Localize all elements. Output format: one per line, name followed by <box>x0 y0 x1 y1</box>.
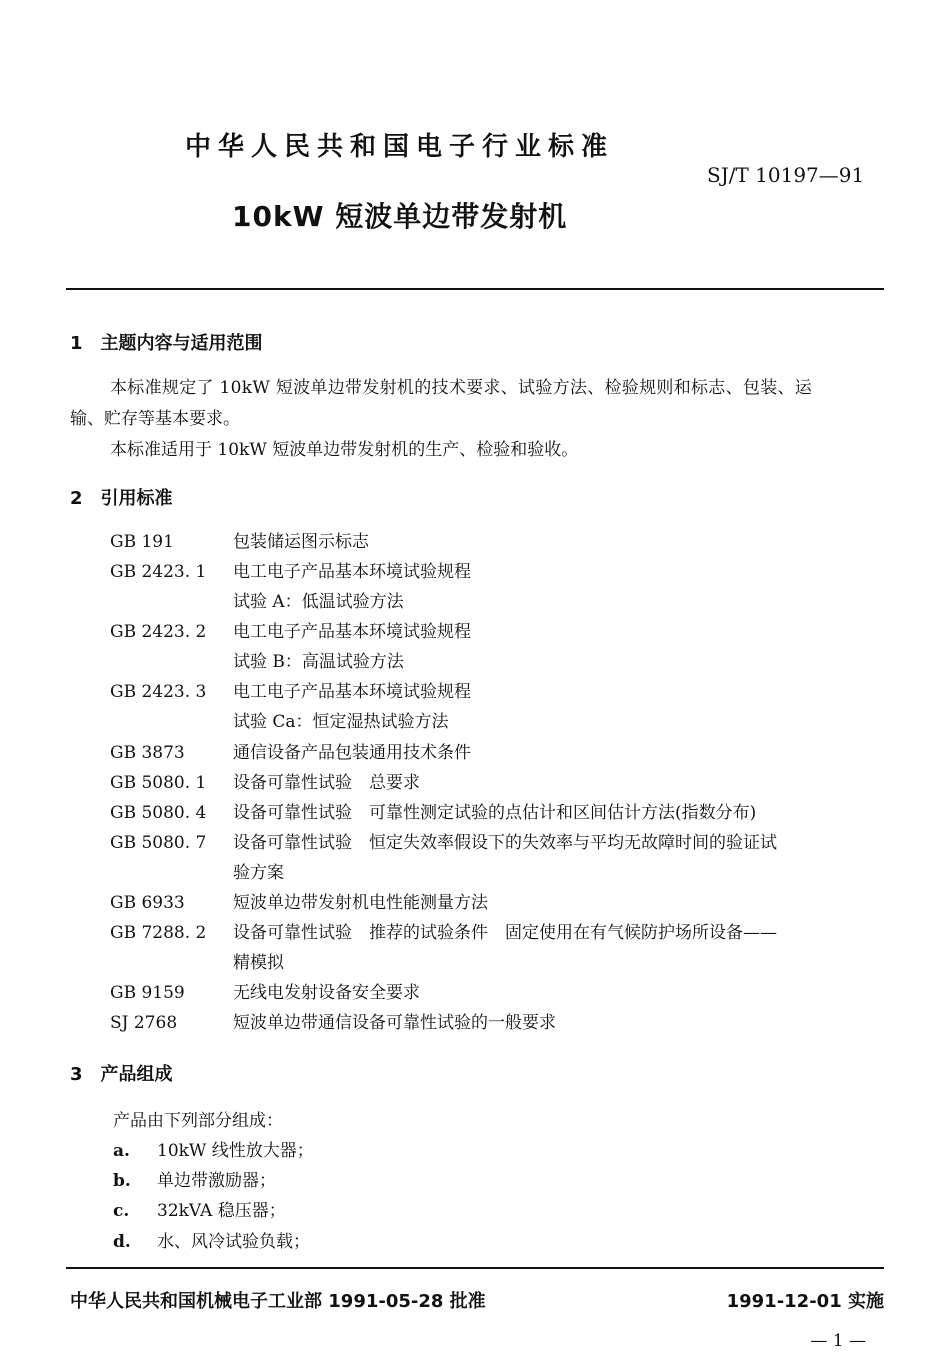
section-1-paragraph-1-line-2: 输、贮存等基本要求。 <box>70 409 240 429</box>
header-rule <box>66 288 884 290</box>
reference-subtitle: 验方案 <box>233 863 284 883</box>
component-marker: c. <box>113 1201 130 1221</box>
reference-subtitle: 试验 A：低温试验方法 <box>233 592 404 612</box>
section-2-heading: 2 引用标准 <box>70 488 173 509</box>
reference-code: GB 3873 <box>110 743 185 763</box>
reference-title: 通信设备产品包装通用技术条件 <box>233 743 471 763</box>
reference-code: GB 7288. 2 <box>110 923 207 943</box>
reference-code: GB 2423. 3 <box>110 682 207 702</box>
section-3-intro: 产品由下列部分组成： <box>113 1111 283 1131</box>
reference-subtitle: 试验 Ca：恒定湿热试验方法 <box>233 712 449 732</box>
component-item <box>113 1166 276 1191</box>
reference-title: 电工电子产品基本环境试验规程 <box>233 562 471 582</box>
reference-title: 设备可靠性试验 推荐的试验条件 固定使用在有气候防护场所设备—— <box>233 923 777 943</box>
reference-title: 无线电发射设备安全要求 <box>233 983 420 1003</box>
reference-code: GB 2423. 2 <box>110 622 207 642</box>
component-text: 10kW 线性放大器； <box>157 1141 314 1161</box>
section-1-heading: 1 主题内容与适用范围 <box>70 333 263 354</box>
component-marker: a. <box>113 1141 130 1161</box>
component-item <box>113 1196 286 1221</box>
component-text: 单边带激励器； <box>157 1171 276 1191</box>
section-1-paragraph-2: 本标准适用于 10kW 短波单边带发射机的生产、检验和验收。 <box>110 440 579 460</box>
reference-code: GB 5080. 7 <box>110 833 207 853</box>
standard-code: SJ/T 10197—91 <box>707 163 865 187</box>
component-marker: d. <box>113 1232 131 1252</box>
reference-title: 短波单边带通信设备可靠性试验的一般要求 <box>233 1013 556 1033</box>
reference-code: GB 5080. 4 <box>110 803 207 823</box>
reference-subtitle: 试验 B：高温试验方法 <box>233 652 404 672</box>
reference-title: 设备可靠性试验 恒定失效率假设下的失效率与平均无故障时间的验证试 <box>233 833 777 853</box>
reference-title: 电工电子产品基本环境试验规程 <box>233 682 471 702</box>
reference-title: 电工电子产品基本环境试验规程 <box>233 622 471 642</box>
reference-code: GB 5080. 1 <box>110 773 207 793</box>
reference-code: GB 2423. 1 <box>110 562 207 582</box>
reference-code: GB 191 <box>110 532 174 552</box>
reference-title: 设备可靠性试验 可靠性测定试验的点估计和区间估计方法(指数分布) <box>233 803 757 823</box>
reference-code: SJ 2768 <box>110 1013 178 1033</box>
component-text: 水、风冷试验负载； <box>157 1232 310 1252</box>
section-1-paragraph-1-line-1: 本标准规定了 10kW 短波单边带发射机的技术要求、试验方法、检验规则和标志、包装、运 <box>110 378 813 398</box>
component-item <box>113 1227 310 1252</box>
component-item <box>113 1136 314 1161</box>
org-title: 中华人民共和国电子行业标准 <box>185 132 615 162</box>
reference-title: 包装储运图示标志 <box>233 532 369 552</box>
reference-code: GB 6933 <box>110 893 185 913</box>
page-number: — 1 — <box>810 1331 866 1351</box>
reference-title: 短波单边带发射机电性能测量方法 <box>233 893 488 913</box>
approval-line: 中华人民共和国机械电子工业部 1991-05-28 批准 <box>70 1291 486 1312</box>
effective-date: 1991-12-01 实施 <box>726 1291 884 1312</box>
component-marker: b. <box>113 1171 131 1191</box>
footer-rule <box>66 1267 884 1269</box>
section-3-heading: 3 产品组成 <box>70 1064 173 1085</box>
reference-title: 设备可靠性试验 总要求 <box>233 773 420 793</box>
document-title: 10kW 短波单边带发射机 <box>232 200 568 233</box>
reference-subtitle: 精模拟 <box>233 953 284 973</box>
reference-code: GB 9159 <box>110 983 185 1003</box>
component-text: 32kVA 稳压器； <box>157 1201 286 1221</box>
